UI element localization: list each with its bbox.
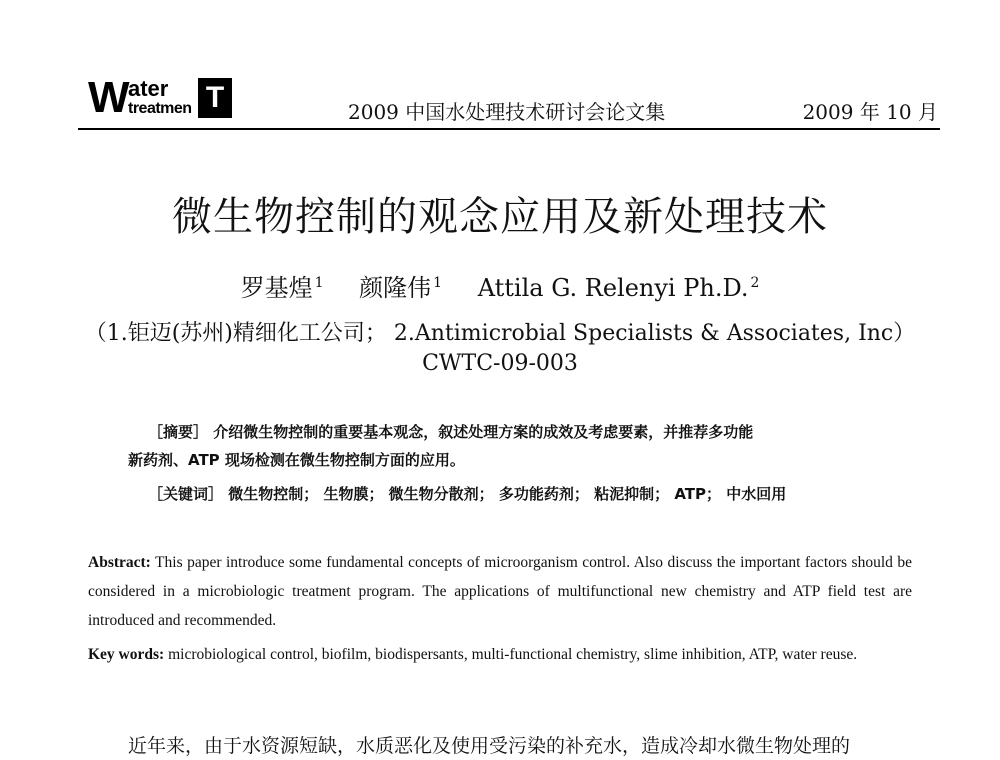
author-affiliation-mark: 2 bbox=[750, 275, 760, 291]
author-list bbox=[0, 268, 1000, 303]
body-paragraph: 近年来，由于水资源短缺，水质恶化及使用受污染的补充水，造成冷却水微生物处理的 bbox=[128, 735, 851, 757]
logo-letter-w: W bbox=[88, 73, 127, 122]
paper-title: 微生物控制的观念应用及新处理技术 bbox=[172, 194, 828, 240]
page-header bbox=[78, 58, 940, 128]
collection-title: 2009 中国水处理技术研讨会论文集 bbox=[348, 100, 666, 124]
logo-text-ater: ater bbox=[128, 76, 169, 101]
author bbox=[241, 274, 324, 302]
author-affiliation-mark: 1 bbox=[433, 275, 443, 291]
logo-letter-t: T bbox=[198, 78, 232, 118]
header-rule bbox=[78, 128, 940, 130]
author bbox=[359, 274, 442, 302]
affiliations: （1.钜迈(苏州)精细化工公司； 2.Antimicrobial Specialists & Associates, Inc） bbox=[84, 321, 916, 346]
paper-id: CWTC-09-003 bbox=[422, 351, 578, 376]
author bbox=[478, 274, 760, 302]
author-affiliation-mark: 1 bbox=[314, 275, 324, 291]
logo-text-treatment: treatmen bbox=[128, 100, 192, 117]
keywords-label: Key words: bbox=[88, 646, 165, 663]
chinese-abstract bbox=[128, 418, 908, 474]
chinese-keywords: ［关键词］ 微生物控制； 生物膜； 微生物分散剂； 多功能药剂； 粘泥抑制； ATP； 中水回用 bbox=[148, 485, 787, 503]
keywords-text: microbiological control, biofilm, biodispersants, multi-functional chemistry, slime inhibition, ATP, water reuse. bbox=[164, 646, 858, 663]
english-abstract bbox=[88, 548, 912, 635]
author-name: 罗基煌 bbox=[240, 274, 313, 302]
abstract-text: This paper introduce some fundamental concepts of microorganism control. Also discuss the important factors should be considered in a microbiologic treatment program. The applications of multifunctional new chemistry and ATP field test are introduced and recommended. bbox=[88, 554, 912, 629]
author-name: Attila G. Relenyi Ph.D. bbox=[477, 274, 749, 302]
publication-date: 2009 年 10 月 bbox=[802, 100, 938, 124]
water-treatment-logo bbox=[88, 73, 238, 124]
abstract-label: Abstract: bbox=[88, 554, 151, 571]
author-name: 颜隆伟 bbox=[359, 274, 432, 302]
chinese-abstract-line: 新药剂、ATP 现场检测在微生物控制方面的应用。 bbox=[128, 451, 465, 469]
english-keywords bbox=[88, 640, 912, 669]
chinese-abstract-line: ［摘要］ 介绍微生物控制的重要基本观念，叙述处理方案的成效及考虑要素，并推荐多功能 bbox=[148, 423, 754, 441]
